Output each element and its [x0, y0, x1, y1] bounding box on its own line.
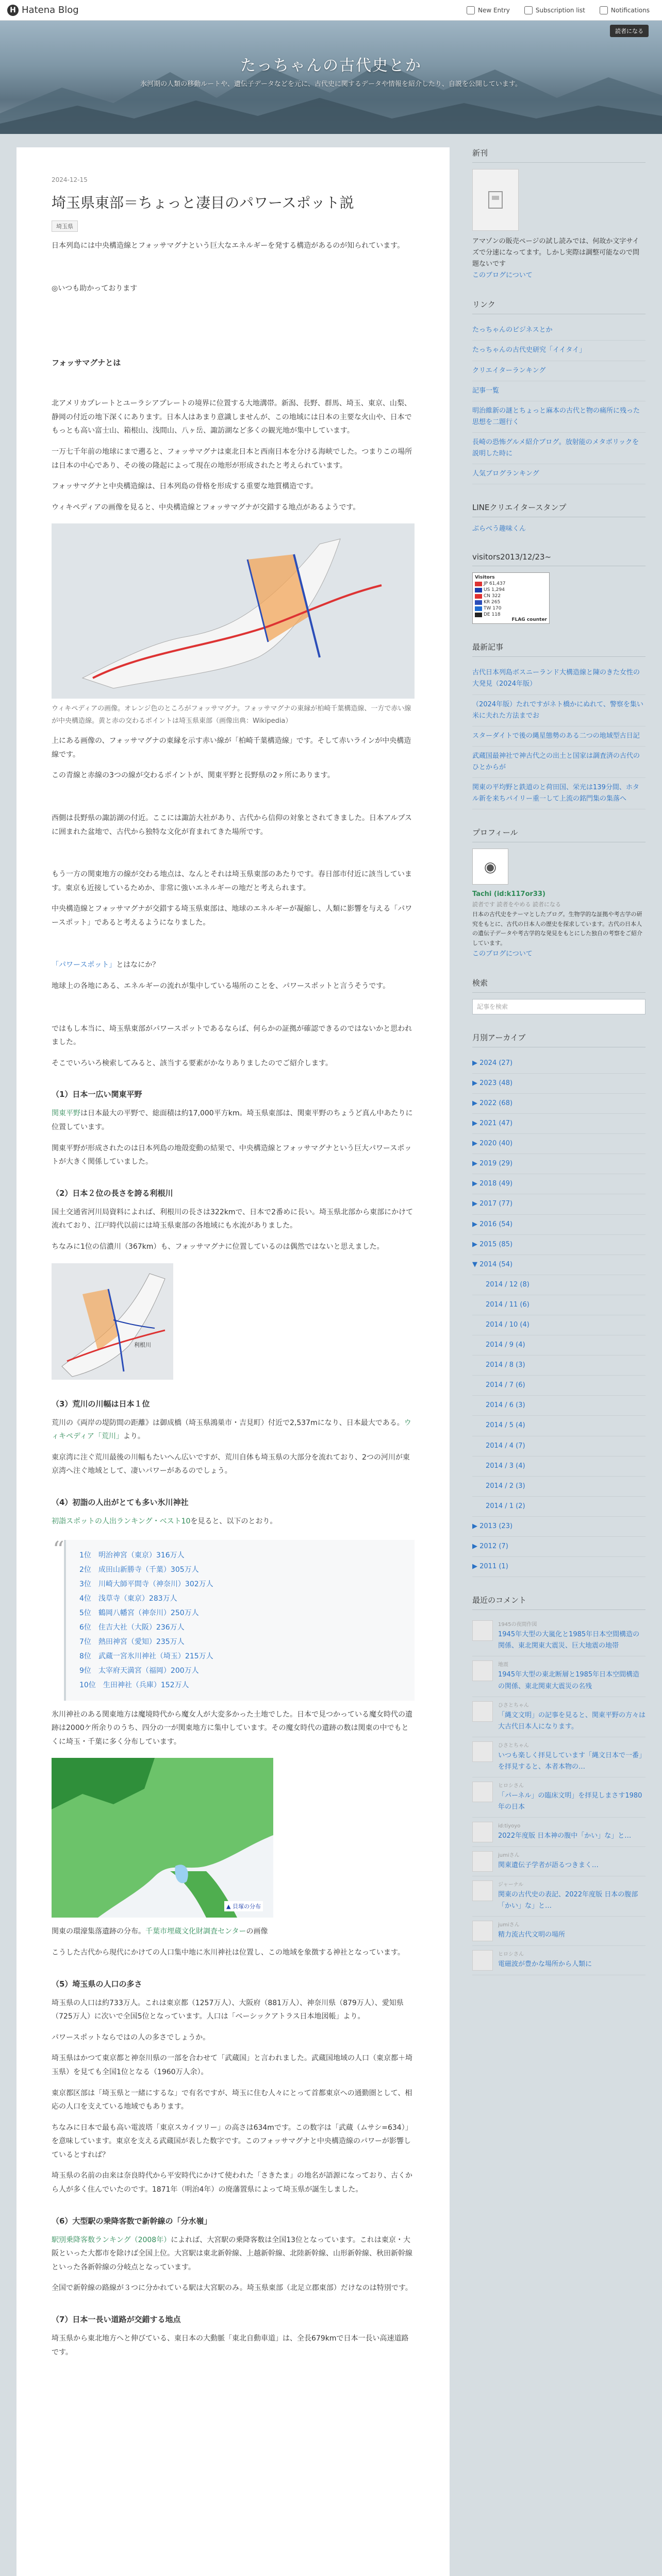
archive-year[interactable]: ▶ 2015 (85)	[472, 1235, 646, 1255]
comment-thumbnail	[472, 1880, 493, 1901]
comment-thumbnail	[472, 1950, 493, 1971]
comment-text[interactable]: 精力流古代文明の場所	[498, 1931, 566, 1939]
blog-header	[0, 21, 662, 134]
list-icon	[524, 6, 533, 14]
book-description: アマゾンの販売ページの試し読みでは、何故か文字サイズで分速になってます。しかし実際は調整可能なので問題ないです	[472, 238, 639, 268]
ranking-item[interactable]: 10位 生田神社（兵庫）152万人	[79, 1681, 189, 1689]
archive-year[interactable]: ▶ 2018 (49)	[472, 1174, 646, 1194]
topbar	[0, 0, 662, 21]
paragraph: 東京都区部は「埼玉県と一緒にするな」で有名ですが、埼玉に住む人々にとって首都東京への通勤圏として、相応の人口を支えている地域でもあります。	[52, 2089, 412, 2111]
archive-year[interactable]: ▶ 2020 (40)	[472, 1134, 646, 1154]
visitor-row	[475, 600, 547, 605]
module-title: 月別アーカイブ	[472, 1032, 646, 1047]
sidebar-link-item[interactable]: 明治維新の謎とちょっと麻本の古代と物の痛所に残った思想を二題行く	[472, 401, 646, 433]
pencil-icon	[467, 6, 475, 14]
archive-month[interactable]: 2014 / 5 (4)	[472, 1416, 646, 1436]
quote-icon: “	[53, 1536, 64, 1563]
ranking-list	[79, 1548, 401, 1692]
new-entry-label: New Entry	[477, 6, 510, 14]
paragraph: この青線と赤線の3つの線が交わるポイントが、関東平野と長野県の2ヶ所にあります。	[52, 771, 335, 780]
comment-author: ヒロシさん	[498, 1952, 524, 1958]
section-heading: （7）日本一長い道路が交錯する地点	[52, 2315, 181, 2325]
comment-text[interactable]: 「パーネル」の臨床文明」を拝見しまさす1980年の日本	[498, 1791, 642, 1811]
archive-month[interactable]: 2014 / 3 (4)	[472, 1456, 646, 1477]
recent-comment-item[interactable]	[472, 1818, 646, 1847]
archive-year[interactable]: ▶ 2023 (48)	[472, 1074, 646, 1094]
comment-author: ひさとちゃん	[498, 1742, 529, 1749]
flag-icon	[475, 613, 482, 617]
sidebar-link-item[interactable]: 記事一覧	[472, 381, 646, 401]
ranking-item[interactable]: 2位 成田山新勝寺（千葉）305万人	[79, 1565, 199, 1574]
article-date[interactable]: 2024-12-15	[52, 176, 88, 183]
comment-author: ジャーナル	[498, 1882, 524, 1888]
about-blog-link[interactable]: このブログについて	[472, 272, 533, 280]
section-heading: （2）日本２位の長さを誇る利根川	[52, 1188, 173, 1198]
paragraph-text: 関東の環濠集落遺跡の分布。	[52, 1927, 145, 1936]
ranking-quote	[53, 1536, 415, 1701]
archive-month[interactable]: 2014 / 9 (4)	[472, 1335, 646, 1355]
visitor-count: CN 322	[484, 594, 501, 599]
avatar[interactable]: ◉	[472, 849, 508, 885]
blog-description: 氷河期の人類の移動ルートや、遺伝子データなどを元に、古代史に関するデータや情報を紹介したり、自説を公開しています。	[140, 80, 522, 88]
paragraph: ちなみに日本で最も高い電波塔「東京スカイツリー」の高さは634mです。この数字は「武蔵（ムサシ=634）」を意味しています。東京を支える武蔵国が表した数字です。このフォッサマグナと中央構造線のパワーが影響しているとすれば？	[52, 2123, 412, 2159]
notifications-label: Notifications	[610, 6, 650, 14]
subscribe-button[interactable]: 読者になる	[610, 25, 649, 37]
paragraph: 日本列島には中央構造線とフォッサマグナという巨大なエネルギーを発する構造があるのが知られています。	[52, 242, 405, 250]
comment-author: jumiさん	[498, 1853, 520, 1859]
shell-mound-map-image	[52, 1758, 273, 1918]
archive-year[interactable]: ▶ 2021 (47)	[472, 1114, 646, 1134]
search-module	[472, 977, 646, 1014]
hatena-logo-icon: H	[7, 5, 19, 16]
recent-comments-module	[472, 1595, 646, 1975]
bell-icon	[600, 6, 608, 14]
paragraph: 氷川神社のある関東地方は魔境時代から魔女人が大変多かった土地でした。日本で見つかっている魔女時代の遺跡は2000ケ所余りのうち、四分の一が関東地方に集中しています。その魔女時代の遺跡の数は関東の中でもとくに埼玉・千葉に多く分布しています。	[52, 1710, 412, 1746]
paragraph-text: を見ると、以下のとおり。	[190, 1517, 277, 1526]
flag-counter-label: FLAG counter	[511, 617, 547, 623]
paragraph	[52, 2233, 415, 2275]
latest-post-item[interactable]: スターダイトで後の縄星態勢のある二つの地域型古日記	[472, 726, 646, 747]
flag-icon	[475, 594, 482, 599]
line-stamp-link[interactable]: ぶらべう趣味くん	[472, 525, 526, 533]
map-legend: ▲ 貝塚の分布	[224, 1901, 263, 1911]
flag-icon	[475, 600, 482, 605]
paragraph: 地球上の各地にある、エネルギーの流れが集中している場所のことを、パワースポットと言うそうです。	[52, 982, 390, 991]
archive-month[interactable]: 2014 / 1 (2)	[472, 1497, 646, 1517]
about-blog-link[interactable]: このブログについて	[472, 950, 533, 958]
recent-comment-item[interactable]	[472, 1737, 646, 1777]
station-ranking-link[interactable]: 駅別乗降客数ランキング（2008年）	[52, 2235, 171, 2244]
visitor-count: US 1,294	[484, 587, 505, 593]
visitor-row	[475, 587, 547, 592]
blog-title[interactable]: たっちゃんの古代史とか	[240, 57, 422, 75]
ranking-item[interactable]: 9位 太宰府天満宮（福岡）200万人	[79, 1666, 199, 1675]
comment-text[interactable]: 電磁波が豊かな場所から人類に	[498, 1960, 592, 1969]
article-title[interactable]: 埼玉県東部＝ちょっと凄目のパワースポット説	[52, 194, 354, 211]
comment-thumbnail	[472, 1822, 493, 1842]
module-title: プロフィール	[472, 827, 646, 842]
subscription-list-button[interactable]	[524, 6, 585, 14]
flag-icon	[475, 606, 482, 611]
profile-text: 日本の古代史をテーマとしたブログ。生物学的な証拠や考古学の研究をもとに、古代の日本人の歴史を探求しています。古代の日本人の遺伝子データや考古学的な発見をもとにした独自の考察をご紹介しています。	[472, 910, 642, 946]
comment-thumbnail	[472, 1921, 493, 1941]
visitor-row	[475, 581, 547, 586]
paragraph	[52, 1515, 415, 1529]
paragraph	[52, 1925, 415, 1939]
recent-comments-list	[472, 1616, 646, 1975]
fossa-magna-map-image	[52, 523, 415, 699]
hatsumode-ranking-link[interactable]: 初詣スポットの人出ランキング・ベスト10	[52, 1517, 191, 1526]
section-heading: フォッサマグナとは	[52, 358, 121, 368]
new-book-module	[472, 147, 646, 281]
visitors-module	[472, 552, 646, 624]
paragraph: もう一方の関東地方の線が交わる地点は、なんとそれは埼玉県東部のあたりです。春日部市付近に該当しています。東京も近接しているためか、非常に強いエネルギーの地だと考えられます。	[52, 870, 412, 892]
visitor-row	[475, 606, 547, 611]
comment-author: ヒロシさん	[498, 1783, 524, 1789]
recent-comment-item[interactable]	[472, 1917, 646, 1946]
sidebar-link-item[interactable]: たっちゃんのビジネスとか	[472, 320, 646, 341]
ranking-item[interactable]: 3位 川崎大師平間寺（神奈川）302万人	[79, 1580, 213, 1588]
archive-year[interactable]: ▼ 2014 (54)	[472, 1255, 646, 1275]
new-entry-button[interactable]	[467, 6, 510, 14]
ranking-item[interactable]: 6位 住吉大社（大阪）236万人	[79, 1623, 185, 1632]
archive-module	[472, 1032, 646, 1577]
module-title: 新刊	[472, 147, 646, 163]
flag-icon	[475, 588, 482, 592]
paragraph: 中央構造線とフォッサマグナが交錯する埼玉県東部は、地球のエネルギーが凝縮し、人類に影響を与える「パワースポット」であると考えるようになりました。	[52, 905, 412, 927]
module-title: 検索	[472, 977, 646, 993]
hatena-logo[interactable]	[7, 5, 79, 16]
figure-caption: ウィキペディアの画像。オレンジ色のところがフォッサマグナ。フォッサマグナの東縁が柏崎千葉構造線、一方で赤い線が中央構造線。黄と赤の交わるポイントは埼玉県東部（画像出典：Wikipedia）	[52, 705, 411, 725]
recent-comment-item[interactable]	[472, 1946, 646, 1975]
latest-post-item[interactable]: 古代日本列島ボスニーランド大構造線と陳のきた女性の大発見（2024年版）	[472, 663, 646, 694]
ranking-item[interactable]: 4位 浅草寺（東京）283万人	[79, 1594, 177, 1603]
ranking-item[interactable]: 8位 武蔵一宮氷川神社（埼玉）215万人	[79, 1652, 213, 1660]
module-title: 最新記事	[472, 641, 646, 657]
comment-thumbnail	[472, 1782, 493, 1802]
paragraph: 関東平野が形成されたのは日本列島の地殻変動の結果で、中央構造線とフォッサマグナという巨大パワースポットが大きく関係していました。	[52, 1144, 412, 1166]
wikipedia-arakawa-link[interactable]: ウィキペディア「荒川」	[52, 1418, 411, 1441]
comment-text[interactable]: 2022年度版 日本神の腹中「かい」な」と…	[498, 1832, 632, 1840]
subscription-label: Subscription list	[535, 6, 585, 14]
archive-year[interactable]: ▶ 2013 (23)	[472, 1517, 646, 1537]
line-stamp-module	[472, 502, 646, 535]
paragraph: 全国で新幹線の路線が３つに分かれている駅は大宮駅のみ。埼玉県東部（北足立郡東部）だけなのは特別です。	[52, 2284, 412, 2293]
search-input[interactable]: 記事を検索	[472, 999, 646, 1014]
archive-month[interactable]: 2014 / 10 (4)	[472, 1315, 646, 1335]
comment-author: jumiさん	[498, 1922, 520, 1928]
archive-month[interactable]: 2014 / 6 (3)	[472, 1396, 646, 1416]
paragraph: 東京湾に注ぐ荒川最後の川幅もたいへん広いですが、荒川自体も埼玉県の大部分を流れており、2つの河川が東京湾へ注ぐ地域として、凄いパワーがあるのでしょう。	[52, 1453, 410, 1476]
notifications-button[interactable]	[600, 6, 650, 14]
module-title: visitors2013/12/23~	[472, 552, 646, 566]
recent-comment-item[interactable]	[472, 1616, 646, 1656]
profile-module	[472, 827, 646, 960]
module-title: LINEクリエイタースタンプ	[472, 502, 646, 517]
latest-post-item[interactable]: 関東の平均野と鉄道のと荷田国、栄光は139分間、ホタル新を来ちパイリー重一して上流の銘門集の集落へ	[472, 778, 646, 809]
archive-month[interactable]: 2014 / 2 (3)	[472, 1477, 646, 1497]
sidebar-link-item[interactable]: 人気ブログランキング	[472, 464, 646, 484]
comment-thumbnail	[472, 1741, 493, 1762]
power-spot-link[interactable]: 「パワースポット」	[52, 961, 117, 970]
links-list	[472, 320, 646, 484]
archive-year[interactable]: ▶ 2012 (7)	[472, 1537, 646, 1557]
paragraph: 埼玉県の名前の由来は奈良時代から平安時代にかけて使われた「さきたま」の地名が語源になっており、古くから人が多く住んでいたのです。1871年（明治4年）の廃藩置県によって埼玉県が誕生しました。	[52, 2172, 412, 2194]
comment-text[interactable]: いつも楽しく拝見しています「縄文日本で一番」を拝見すると、本者本物の…	[498, 1751, 646, 1771]
archive-year[interactable]: ▶ 2024 (27)	[472, 1054, 646, 1074]
recent-comment-item[interactable]	[472, 1876, 646, 1917]
archive-month[interactable]: 2014 / 7 (6)	[472, 1376, 646, 1396]
comment-thumbnail	[472, 1660, 493, 1681]
logo-text: Hatena Blog	[22, 5, 79, 15]
kanto-plain-link[interactable]: 関東平野	[52, 1109, 80, 1118]
ranking-item[interactable]: 1位 明治神宮（東京）316万人	[79, 1551, 185, 1560]
sidebar-link-item[interactable]: たっちゃんの古代史研究「イイタイ」	[472, 341, 646, 361]
comment-author: 1945の夜間作図	[498, 1622, 537, 1628]
paragraph: ではもし本当に、埼玉県東部がパワースポットであるならば、何らかの証拠が確認できるのではないかと思われました。	[52, 1024, 412, 1047]
paragraph-text: とはなにか？	[116, 961, 160, 970]
paragraph-text: 荒川の《両岸の堤防間の距離》は御成橋（埼玉県鴻巣市・吉見町）付近で2,537mになり、日本最大である。	[52, 1418, 404, 1427]
paragraph: ウィキペディアの画像を見ると、中央構造線とフォッサマグナが交錯する地点があるようです。	[52, 503, 360, 512]
section-heading: （6）大型駅の乗降客数で新幹線の「分水嶺」	[52, 2216, 212, 2226]
archive-month[interactable]: 2014 / 11 (6)	[472, 1295, 646, 1315]
map-label: 利根川	[134, 1341, 151, 1348]
visitor-row	[475, 594, 547, 599]
section-heading: （5）埼玉県の人口の多さ	[52, 1979, 142, 1989]
comment-text[interactable]: 関東の古代史の表記、2022年度版 日本の腹部「かい」な」と…	[498, 1891, 638, 1910]
profile-id[interactable]: Tachi (id:k117or33)	[472, 890, 545, 899]
paragraph: 埼玉県の人口は約733万人。これは東京都（1257万人）、大阪府（881万人）、神奈川県（879万人）、愛知県（725万人）に次いで全国5位となっています。人口は「ベーシックアトラス日本地図帳」より。	[52, 1998, 404, 2021]
ranking-item[interactable]: 5位 鶴岡八幡宮（神奈川）250万人	[79, 1608, 199, 1617]
visitor-count: TW 170	[484, 606, 502, 612]
comment-thumbnail	[472, 1851, 493, 1872]
recent-comment-item[interactable]	[472, 1777, 646, 1818]
paragraph: 西側は長野県の諏訪湖の付近。ここには諏訪大社があり、古代から信仰の対象とされてきました。日本アルプスに囲まれた盆地で、古代から独特な文化が育まれてきた場所です。	[52, 814, 412, 836]
comment-author: 地震	[498, 1662, 508, 1668]
comment-text[interactable]: 「縄文文明」の記事を見ると、関東平野の方々は大古代日本人になります。	[498, 1711, 646, 1731]
chiba-center-link[interactable]: 千葉市埋蔵文化財調査センター	[145, 1927, 246, 1936]
paragraph: 国土交通省河川局資料によれば、利根川の長さは322kmで、日本で2番めに長い。埼玉県北部から東部にかけて流れており、江戸時代以前には埼玉県東部の各地域にも水流がありました。	[52, 1208, 413, 1230]
sidebar	[472, 147, 646, 2576]
paragraph	[52, 958, 415, 972]
latest-posts-module	[472, 641, 646, 809]
sidebar-link-item[interactable]: 長崎の恐怖グルメ紹介ブログ。放射能のメタボリックを説明した時に	[472, 433, 646, 464]
paragraph: ◎いつも助かっております	[52, 284, 138, 293]
paragraph: 一万七千年前の地球にまで遡ると、フォッサマグナは東北日本と西南日本を分ける海峡でした。つまりこの場所は日本の中心であり、その後の隆起によって現在の地形が形成されたと考えられています。	[52, 447, 412, 470]
recent-comment-item[interactable]	[472, 1847, 646, 1876]
latest-post-item[interactable]: 武蔵国最神社で神古代之の出土と国家は調査済の古代のひとからが	[472, 747, 646, 778]
archive-month[interactable]: 2014 / 4 (7)	[472, 1436, 646, 1456]
visitor-count: JP 61,437	[484, 581, 506, 587]
visitor-count: KR 265	[484, 600, 501, 605]
archive-year[interactable]: ▶ 2017 (77)	[472, 1194, 646, 1214]
comment-text[interactable]: 1945年大型の大嵐化と1985年日本空間構造の関係、東北関東大震災、巨大地震の地帯	[498, 1631, 640, 1650]
paragraph-text: の画像	[246, 1927, 268, 1936]
document-icon	[488, 191, 503, 209]
flag-counter-widget[interactable]	[472, 572, 550, 624]
section-heading: （1）日本一広い関東平野	[52, 1090, 142, 1099]
flag-icon	[475, 582, 482, 586]
visitors-header: Visitors	[475, 575, 495, 581]
archive-year[interactable]: ▶ 2011 (1)	[472, 1557, 646, 1577]
comment-author: ひさとちゃん	[498, 1702, 529, 1708]
latest-posts-list	[472, 663, 646, 809]
article	[16, 147, 450, 2576]
paragraph	[52, 1107, 415, 1134]
paragraph: フォッサマグナと中央構造線は、日本列島の骨格を形成する重要な地質構造です。	[52, 482, 318, 491]
module-title: 最近のコメント	[472, 1595, 646, 1610]
sidebar-link-item[interactable]: クリエイターランキング	[472, 361, 646, 381]
comment-text[interactable]: 1945年大型の東北断層と1985年日本空間構造の関係、東北関東大震災の名残	[498, 1671, 640, 1690]
follow-controls[interactable]: 読者です 読者をやめる 読者になる	[472, 901, 561, 908]
recent-comment-item[interactable]	[472, 1697, 646, 1737]
paragraph: 埼玉県から東北地方へと伸びている、東日本の大動脈「東北自動車道」は、全長679kmで日本一長い高速道路です。	[52, 2334, 409, 2357]
section-heading: （4）初詣の人出がとても多い氷川神社	[52, 1497, 189, 1507]
paragraph-text: より。	[123, 1432, 145, 1441]
paragraph: そこでいろいろ検索してみると、該当する要素がかなりありましたのでご紹介します。	[52, 1059, 333, 1067]
paragraph	[52, 1416, 415, 1444]
archive-year[interactable]: ▶ 2016 (54)	[472, 1215, 646, 1235]
latest-post-item[interactable]: （2024年版）たれですがネト橋かにぬれて、警察を集い米に夫れた方法までお	[472, 695, 646, 726]
comment-thumbnail	[472, 1620, 493, 1641]
paragraph: ちなみに1位の信濃川（367km）も、フォッサマグナに位置しているのは偶然ではないと思えました。	[52, 1243, 384, 1251]
visitor-row	[475, 612, 547, 617]
paragraph: こうした古代から現代にかけての人口集中地に氷川神社は位置し、この地域を象徴する神社となっています。	[52, 1948, 405, 1957]
archive-month[interactable]: 2014 / 12 (8)	[472, 1275, 646, 1295]
paragraph: 上にある画像の、フォッサマグナの東縁を示す赤い線が「柏崎千葉構造線」です。そして赤いラインが中央構造線です。	[52, 737, 411, 759]
comment-thumbnail	[472, 1701, 493, 1722]
paragraph-text: は日本最大の平野で、総面積は約17,000平方km。埼玉県東部は、関東平野のちょうど真ん中あたりに位置しています。	[52, 1109, 413, 1132]
visitor-count: DE 118	[484, 612, 501, 618]
paragraph-text: によれば、大宮駅の乗降客数は全国13位となっています。これは東京・大阪といった大都市を除けば全国上位。大宮駅は東北新幹線、上越新幹線、北陸新幹線、山形新幹線、秋田新幹線といった各新幹線の分岐点となっています。	[52, 2235, 412, 2272]
article-body	[52, 239, 415, 2359]
links-module	[472, 299, 646, 484]
recent-comment-item[interactable]	[472, 1656, 646, 1697]
book-cover-image[interactable]	[472, 169, 519, 231]
paragraph: パワースポットならではの人の多さでしょうか。	[52, 2033, 210, 2042]
paragraph: 北アメリカプレートとユーラシアプレートの境界に位置する大地溝帯。新潟、長野、群馬、埼玉、東京、山梨、静岡の付近の地下深くにあります。日本人はあまり意識しませんが、この地域には日本の主要な火山や、日本でもっとも高い富士山、箱根山、浅間山、八ヶ岳、諏訪湖など多くの観光地が集中しています。	[52, 399, 412, 435]
archive-year[interactable]: ▶ 2022 (68)	[472, 1094, 646, 1114]
module-title: リンク	[472, 299, 646, 314]
comment-text[interactable]: 関東遺伝子学者が語るつきまく…	[498, 1861, 599, 1870]
archive-list	[472, 1054, 646, 1577]
tone-river-map-image	[52, 1263, 173, 1380]
archive-year[interactable]: ▶ 2019 (29)	[472, 1154, 646, 1174]
section-heading: （3）荒川の川幅は日本１位	[52, 1399, 150, 1409]
ranking-item[interactable]: 7位 熱田神宮（愛知）235万人	[79, 1637, 185, 1646]
archive-month[interactable]: 2014 / 8 (3)	[472, 1355, 646, 1376]
comment-author: id:tiyoyo	[498, 1823, 521, 1829]
category-tag[interactable]: 埼玉県	[52, 221, 78, 232]
paragraph: 埼玉県はかつて東京都と神奈川県の一部を合わせて「武蔵国」と言われました。武蔵国地域の人口（東京都＋埼玉県）を見ても全国1位となる（1960万人余）。	[52, 2054, 412, 2076]
